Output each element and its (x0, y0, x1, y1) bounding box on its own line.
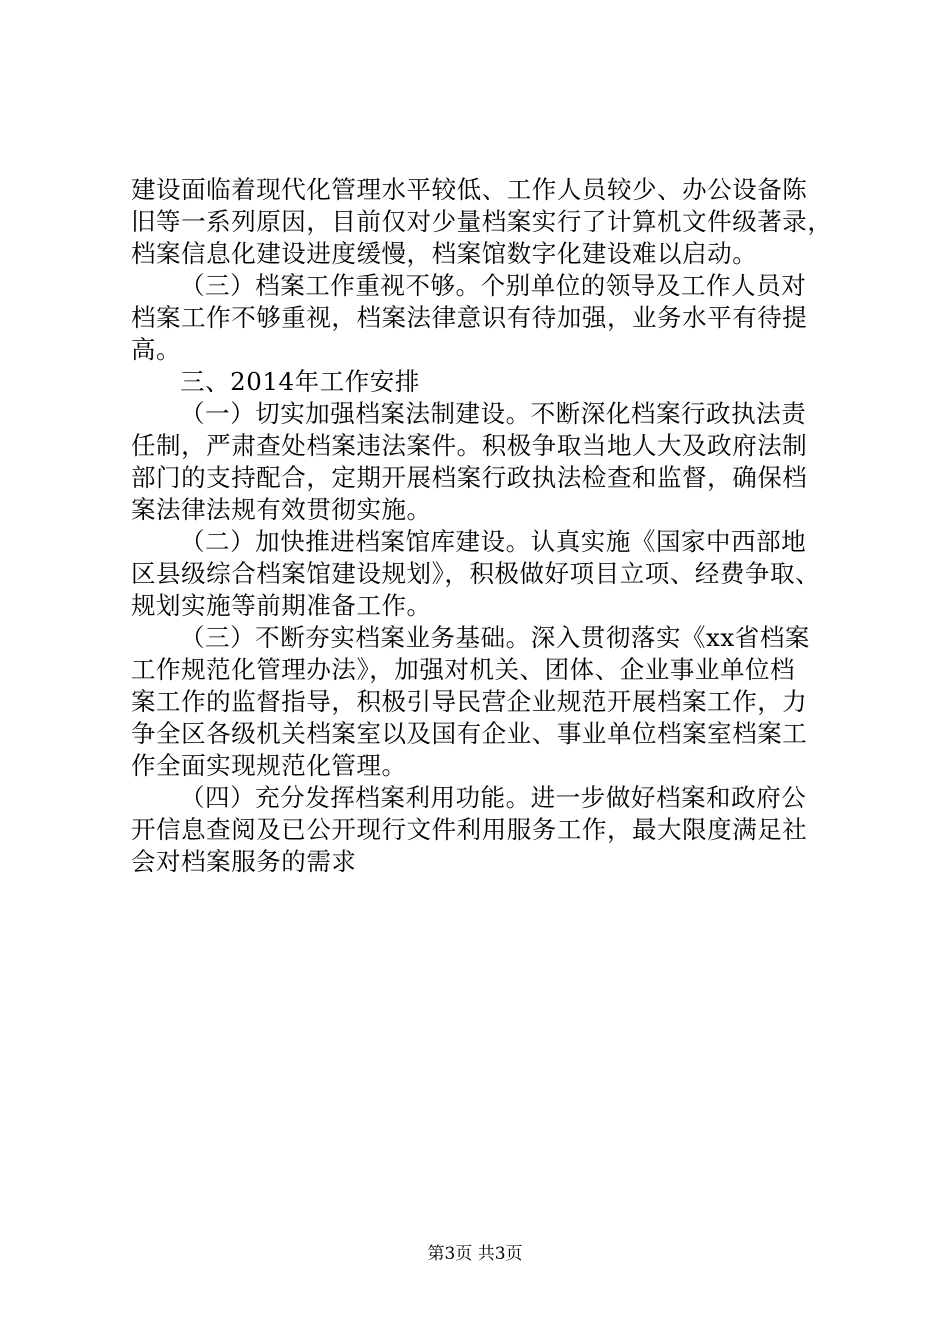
body-line: 建设面临着现代化管理水平较低、工作人员较少、办公设备陈 (131, 175, 808, 204)
body-line: 案法律法规有效贯彻实施。 (131, 495, 432, 524)
body-line: 工作规范化管理办法》，加强对机关、团体、企业事业单位档 (131, 655, 796, 684)
body-line: 高。 (131, 335, 182, 364)
body-line: 争全区各级机关档案室以及国有企业、事业单位档案室档案工 (131, 719, 808, 748)
body-line: 旧等一系列原因，目前仅对少量档案实行了计算机文件级著录， (131, 207, 833, 236)
body-line: 档案信息化建设进度缓慢，档案馆数字化建设难以启动。 (131, 239, 758, 268)
body-line: 规划实施等前期准备工作。 (131, 591, 432, 620)
body-line: 区县级综合档案馆建设规划》，积极做好项目立项、经费争取、 (131, 559, 821, 588)
paragraph-start-line: （一）切实加强档案法制建设。不断深化档案行政执法责 (180, 399, 807, 428)
section-heading: 三、2014年工作安排 (180, 367, 420, 396)
body-line: 作全面实现规范化管理。 (131, 751, 407, 780)
paragraph-start-line: （四）充分发挥档案利用功能。进一步做好档案和政府公 (180, 783, 807, 812)
paragraph-start-line: （三）档案工作重视不够。个别单位的领导及工作人员对 (180, 271, 807, 300)
body-line: 任制，严肃查处档案违法案件。积极争取当地人大及政府法制 (131, 431, 808, 460)
paragraph-start-line: （三）不断夯实档案业务基础。深入贯彻落实《xx省档案 (180, 623, 810, 652)
body-line: 档案工作不够重视，档案法律意识有待加强，业务水平有待提 (131, 303, 808, 332)
body-line: 会对档案服务的需求 (131, 847, 357, 876)
body-line: 案工作的监督指导，积极引导民营企业规范开展档案工作，力 (131, 687, 808, 716)
body-line: 部门的支持配合，定期开展档案行政执法检查和监督，确保档 (131, 463, 808, 492)
body-line: 开信息查阅及已公开现行文件利用服务工作，最大限度满足社 (131, 815, 808, 844)
page-number-footer: 第3页 共3页 (427, 1244, 523, 1264)
paragraph-start-line: （二）加快推进档案馆库建设。认真实施《国家中西部地 (180, 527, 807, 556)
